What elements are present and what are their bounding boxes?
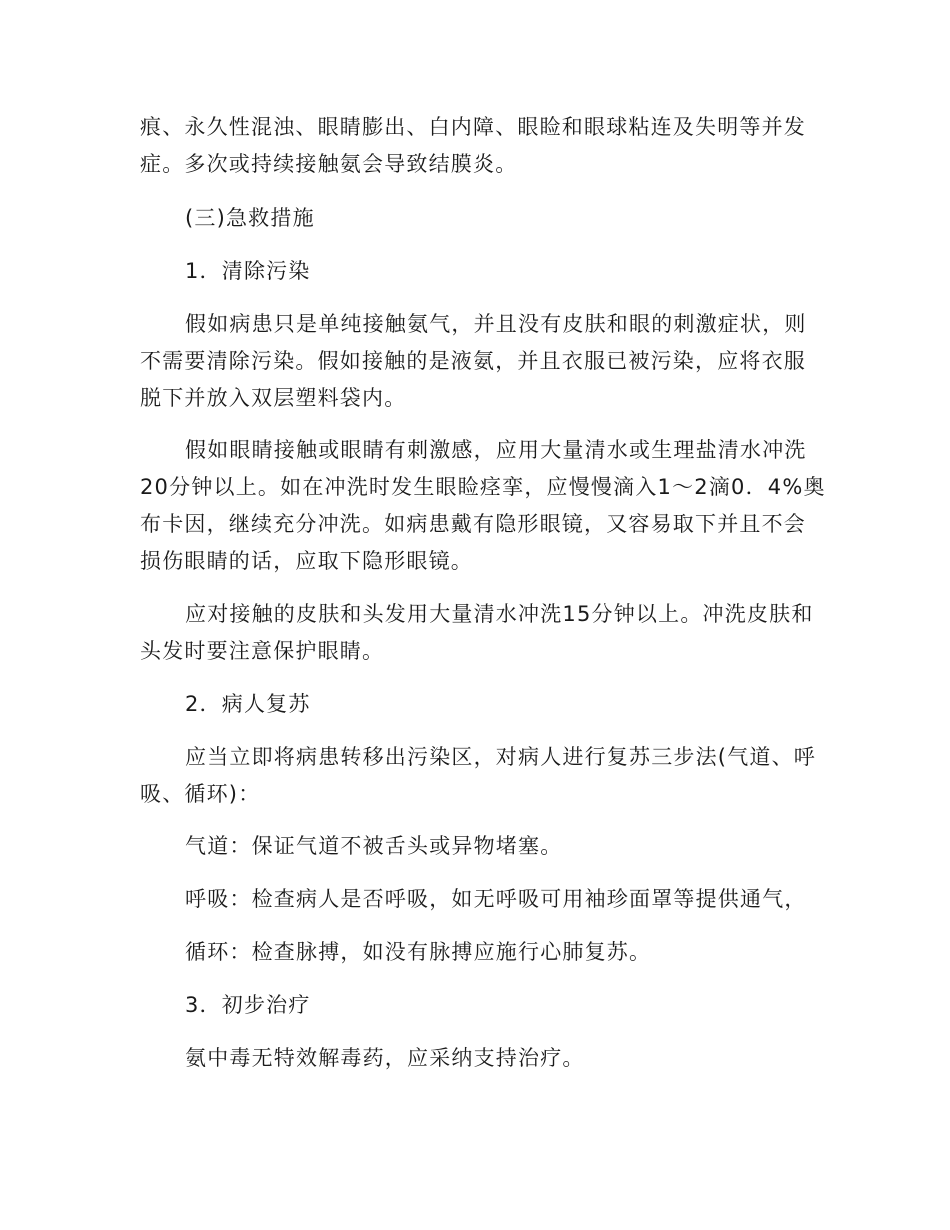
body-text-line: 循环：检查脉搏，如没有脉搏应施行心肺复苏。 (185, 940, 652, 964)
body-text-line: 脱下并放入双层塑料袋内。 (140, 386, 407, 410)
body-text-line: 应对接触的皮肤和头发用大量清水冲洗15分钟以上。冲洗皮肤和 (185, 602, 814, 626)
body-text-line: 呼吸：检查病人是否呼吸，如无呼吸可用袖珍面罩等提供通气， (185, 887, 807, 911)
body-text-line: 症。多次或持续接触氨会导致结膜炎。 (140, 152, 518, 176)
section-heading: (三)急救措施 (185, 206, 315, 230)
body-text-line: 氨中毒无特效解毒药，应采纳支持治疗。 (185, 1046, 585, 1070)
subsection-heading: 2．病人复苏 (185, 692, 311, 716)
body-text-line: 布卡因，继续充分冲洗。如病患戴有隐形眼镜，又容易取下并且不会 (140, 512, 806, 536)
body-text-line: 20分钟以上。如在冲洗时发生眼睑痉挛，应慢慢滴入1～2滴0．4%奥 (140, 475, 826, 499)
body-text-line: 损伤眼睛的话，应取下隐形眼镜。 (140, 549, 473, 573)
body-text-line: 头发时要注意保护眼睛。 (140, 639, 385, 663)
body-text-line: 吸、循环)： (140, 782, 261, 806)
body-text-line: 假如病患只是单纯接触氨气，并且没有皮肤和眼的刺激症状，则 (185, 312, 807, 336)
subsection-heading: 1．清除污染 (185, 259, 311, 283)
body-text-line: 痕、永久性混浊、眼睛膨出、白内障、眼睑和眼球粘连及失明等并发 (140, 115, 806, 139)
body-text-line: 不需要清除污染。假如接触的是液氨，并且衣服已被污染，应将衣服 (140, 349, 806, 373)
body-text-line: 假如眼睛接触或眼睛有刺激感，应用大量清水或生理盐清水冲洗 (185, 438, 807, 462)
body-text-line: 应当立即将病患转移出污染区，对病人进行复苏三步法(气道、呼 (185, 745, 816, 769)
body-text-line: 气道：保证气道不被舌头或异物堵塞。 (185, 834, 563, 858)
subsection-heading: 3．初步治疗 (185, 993, 311, 1017)
